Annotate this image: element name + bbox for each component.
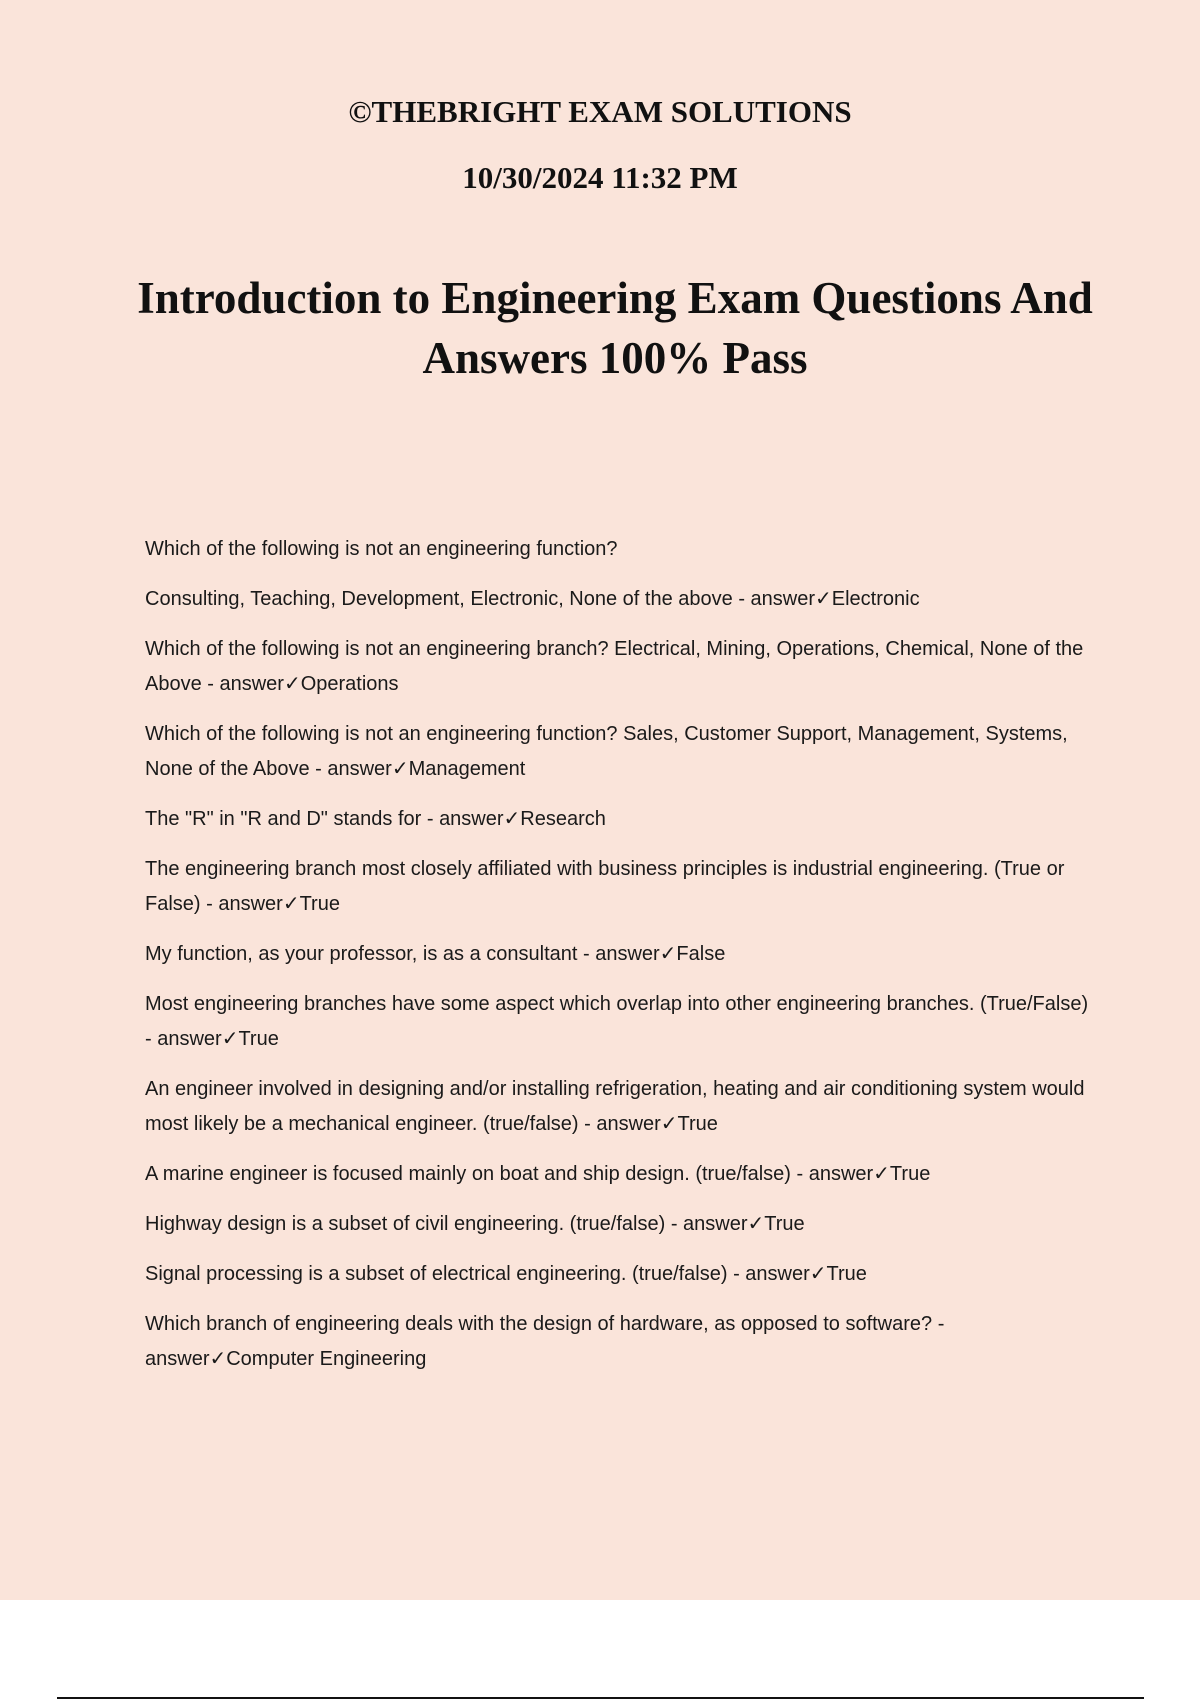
qa-item: My function, as your professor, is as a consultant - answer✓False: [145, 943, 726, 965]
qa-item: A marine engineer is focused mainly on boat and ship design. (true/false) - answer✓True: [145, 1163, 931, 1185]
qa-item: Highway design is a subset of civil engineering. (true/false) - answer✓True: [145, 1213, 805, 1235]
qa-item: The "R" in "R and D" stands for - answer✓Research: [145, 808, 606, 830]
qa-item: Most engineering branches have some aspect which overlap into other engineering branches. (True/False) - answer✓True: [145, 993, 1089, 1050]
qa-item: Consulting, Teaching, Development, Electronic, None of the above - answer✓Electronic: [145, 588, 920, 610]
qa-item: Which of the following is not an engineering branch? Electrical, Mining, Operations, Chemical, None of the Above - answer✓Operations: [145, 638, 1084, 695]
qa-item: Which branch of engineering deals with the design of hardware, as opposed to software? - answer✓Computer Engineering: [145, 1313, 945, 1370]
company-header: ©THEBRIGHT EXAM SOLUTIONS: [348, 94, 852, 129]
date-time: 10/30/2024 11:32 PM: [462, 160, 738, 195]
qa-item: Which of the following is not an engineering function?: [145, 538, 618, 560]
qa-item: Signal processing is a subset of electrical engineering. (true/false) - answer✓True: [145, 1263, 867, 1285]
document-title: Introduction to Engineering Exam Questions And Answers 100% Pass: [137, 273, 1093, 383]
qa-item: Which of the following is not an engineering function? Sales, Customer Support, Management, Systems, None of the Above - answer✓Management: [145, 723, 1068, 780]
footer-divider: [57, 1697, 1144, 1699]
question-answer-list: [145, 532, 1090, 1392]
qa-item: An engineer involved in designing and/or installing refrigeration, heating and air conditioning system would most likely be a mechanical engineer. (true/false) - answer✓True: [145, 1078, 1085, 1135]
qa-item: The engineering branch most closely affiliated with business principles is industrial engineering. (True or False) - answer✓True: [145, 858, 1065, 915]
